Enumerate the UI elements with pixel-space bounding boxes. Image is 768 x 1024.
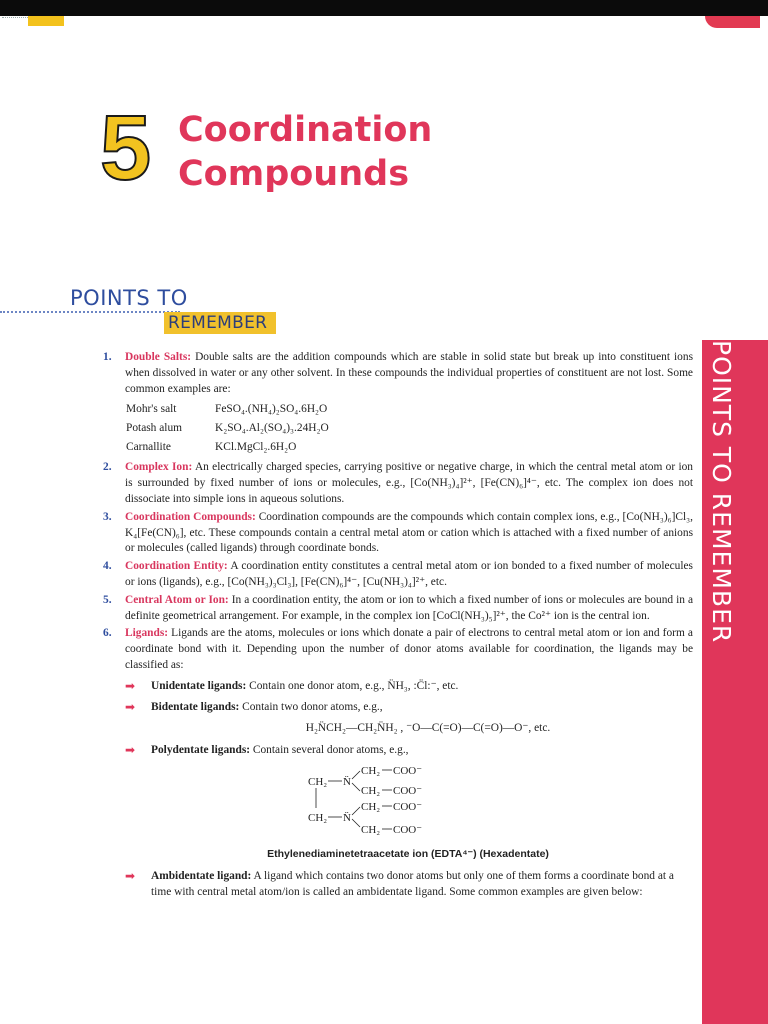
ligand-type-label: Bidentate ligands:	[151, 700, 240, 713]
point-item	[103, 460, 693, 507]
point-number: 2.	[103, 461, 112, 474]
edta-n-bottom: N̈	[343, 811, 351, 824]
point-text: An electrically charged species, carrying positive or negative charge, in which the central metal atom or ion is surrounded by fixed number of ions or molecules, e.g., [Co(NH₃)₄]²⁺, [Fe(CN)₆]⁴⁻, etc. The complex ion does not dissociate into simple ions in aqueous solutions.	[125, 461, 693, 505]
point-keyword: Double Salts:	[125, 351, 192, 363]
arrow-icon: ➡	[125, 868, 136, 883]
top-bar	[0, 0, 768, 16]
edta-ch2-bottom: CH₂	[308, 811, 328, 824]
example-name: Potash alum	[126, 421, 183, 434]
example-row	[126, 400, 693, 419]
top-yellow-decoration	[28, 16, 64, 26]
ligand-type-text: Contain one donor atom, e.g., N̈H₃, :C̈l:⁻, etc.	[246, 679, 459, 692]
arrow-icon: ➡	[125, 678, 136, 693]
ligand-type	[103, 700, 693, 716]
edta-structure	[308, 763, 458, 843]
edta-arm-coo: COO⁻	[393, 784, 423, 797]
example-formula: FeSO₄.(NH₄)₂SO₄.6H₂O	[215, 402, 328, 415]
example-formula: K₂SO₄.Al₂(SO₄)₃.24H₂O	[215, 421, 329, 434]
double-salt-examples	[126, 400, 693, 457]
chapter-title	[178, 108, 478, 196]
example-row	[126, 419, 693, 438]
example-name: Carnallite	[126, 440, 171, 453]
example-formula: KCl.MgCl₂.6H₂O	[215, 440, 297, 453]
example-name: Mohr's salt	[126, 402, 177, 415]
section-dots-divider	[0, 311, 180, 313]
arrow-icon: ➡	[125, 699, 136, 714]
example-row	[126, 438, 693, 457]
ligand-type-label: Unidentate ligands:	[151, 679, 247, 692]
section-label-bottom: REMEMBER	[164, 312, 276, 334]
ligand-type-text: Contain two donor atoms, e.g.,	[239, 700, 383, 713]
edta-arm-ch2: CH₂	[361, 784, 381, 797]
edta-arm-coo: COO⁻	[393, 764, 423, 777]
ligand-type-label: Polydentate ligands:	[151, 744, 251, 757]
point-number: 3.	[103, 510, 112, 523]
ligand-type	[103, 743, 693, 759]
point-number: 1.	[103, 351, 112, 363]
points-list	[103, 350, 693, 904]
ligand-type	[103, 679, 693, 695]
point-item	[103, 559, 693, 591]
bidentate-formula: H₂N̈CH₂—CH₂N̈H₂ , ⁻O—C(=O)—C(=O)—O⁻, etc.	[305, 722, 551, 735]
point-text: Double salts are the addition compounds which are stable in solid state but break up into constituent ions when dissolved in water or any other solvent. In these compounds the individual properties of constituent are not lost. Some common examples are:	[125, 351, 693, 395]
ligand-type-text: A ligand which contains two donor atoms but only one of them forms a coordinate bond at a time with central metal atom/ion is called an ambidentate ligand. Some common examples are given below:	[151, 869, 674, 898]
chapter-number: 5	[100, 97, 150, 199]
edta-ch2-top: CH₂	[308, 775, 328, 788]
top-red-decoration	[705, 16, 760, 28]
edta-arm-ch2: CH₂	[361, 764, 381, 777]
top-dots-decoration	[2, 17, 28, 24]
edta-n-top: N̈	[343, 775, 351, 788]
point-keyword: Central Atom or Ion:	[125, 593, 229, 606]
point-number: 6.	[103, 627, 112, 640]
chapter-title-line1: Coordination	[178, 110, 433, 150]
ligand-type-label: Ambidentate ligand:	[151, 869, 252, 882]
edta-caption: Ethylenediaminetetraacetate ion (EDTA⁴⁻) (Hexadentate)	[267, 847, 549, 860]
point-keyword: Complex Ion:	[125, 461, 193, 474]
point-text: A coordination entity constitutes a central metal atom or ion bonded to a fixed number of molecules or ions (ligands), e.g., [Co(NH₃)₃Cl₃], [Fe(CN)₆]⁴⁻, [Cu(NH₃)₄]²⁺, etc.	[125, 560, 693, 588]
ligand-type	[103, 869, 693, 901]
edta-arm-ch2: CH₂	[361, 823, 381, 836]
point-item	[103, 350, 693, 397]
side-label: POINTS TO REMEMBER	[707, 340, 736, 644]
point-item	[103, 593, 693, 625]
point-keyword: Ligands:	[125, 627, 169, 640]
section-label-top: POINTS TO	[70, 286, 188, 310]
point-number: 5.	[103, 593, 112, 606]
edta-arm-ch2: CH₂	[361, 800, 381, 813]
edta-arm-coo: COO⁻	[393, 823, 423, 836]
point-number: 4.	[103, 560, 112, 573]
point-item	[103, 510, 693, 557]
point-text: In a coordination entity, the atom or ion to which a fixed number of ions or molecules are bound in a definite geometrical arrangement. For example, in the complex ion [CoCl(NH₃)₅]²⁺, the Co²⁺ ion is the central ion.	[125, 593, 693, 622]
ligand-type-text: Contain several donor atoms, e.g.,	[250, 744, 409, 757]
arrow-icon: ➡	[125, 743, 136, 758]
point-item	[103, 626, 693, 673]
point-keyword: Coordination Compounds:	[125, 510, 256, 523]
point-text: Ligands are the atoms, molecules or ions which donate a pair of electrons to central metal atom or ion and form a coordinate bond with it. Depending upon the number of donor atoms available for coordination, the ligands may be classified as:	[125, 627, 693, 671]
point-keyword: Coordination Entity:	[125, 560, 228, 573]
point-text: Coordination compounds are the compounds which contain complex ions, e.g., [Co(NH₃)₆]Cl₃, K₄[Fe(CN)₆], etc. These compounds contain a central metal atom or cation which is attached with a fixed number of anions or molecules (called ligands) through coordinate bonds.	[125, 510, 693, 555]
chapter-title-line2: Compounds	[178, 154, 410, 194]
edta-arm-coo: COO⁻	[393, 800, 423, 813]
